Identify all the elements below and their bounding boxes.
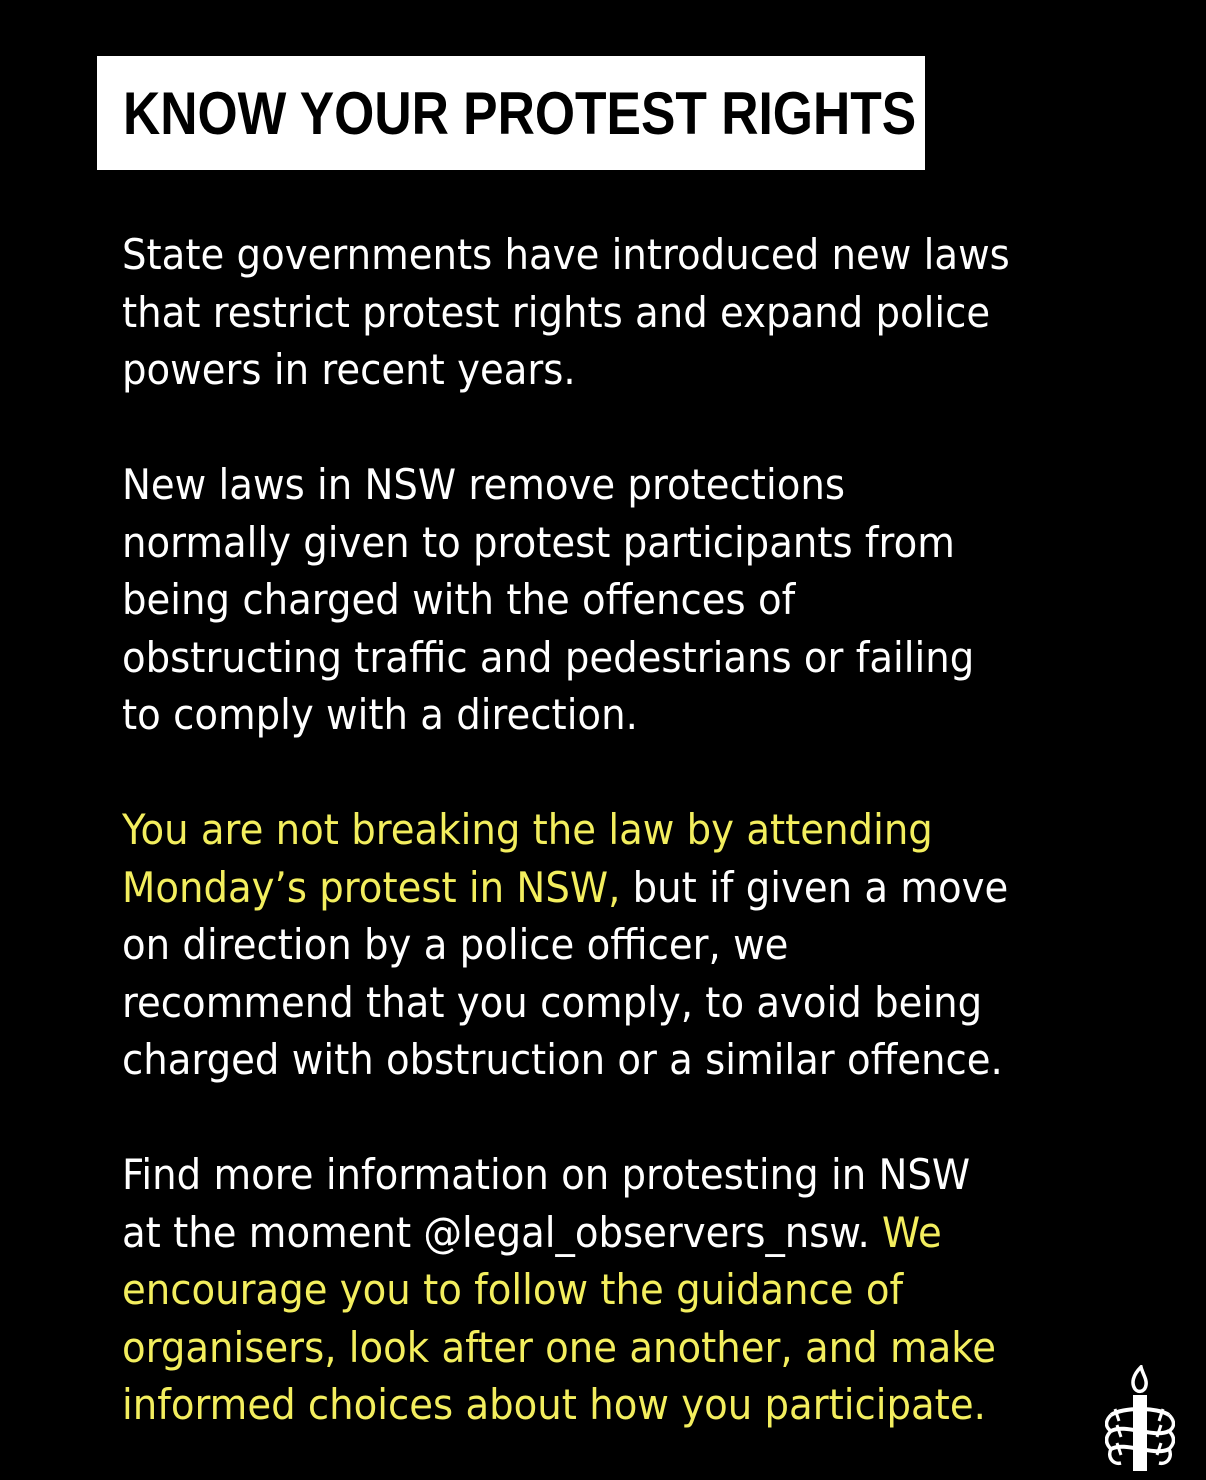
candle-barbed-wire-icon — [1105, 1365, 1175, 1477]
highlighted-text: encourage you to follow the guidance of — [122, 1265, 904, 1314]
paragraph-2 — [122, 456, 1122, 744]
text-line — [122, 859, 1042, 917]
body-text-segment: Find more information on protesting in NSW — [122, 1150, 971, 1199]
title-banner — [97, 56, 925, 170]
body-text-segment: normally given to protest participants from — [122, 517, 955, 567]
text-line — [122, 456, 1042, 514]
body-text-segment: obstructing traffic and pedestrians or failing — [122, 632, 975, 682]
text-line — [122, 801, 1042, 859]
body-text-segment: but if given a move — [620, 862, 1009, 912]
body-text-segment: on direction by a police officer, we — [122, 920, 789, 969]
text-line — [122, 226, 1042, 284]
body-text-segment: State governments have introduced new laws — [122, 230, 1010, 279]
text-line — [122, 916, 1042, 974]
body-text-segment: being charged with the offences of — [122, 575, 796, 624]
highlighted-text: informed choices about how you participate. — [122, 1380, 986, 1429]
text-line — [122, 284, 1042, 342]
highlighted-text: We — [869, 1207, 942, 1257]
highlighted-text: You are not breaking the law by attending — [122, 805, 933, 854]
paragraph-3 — [122, 801, 1122, 1089]
text-line — [122, 514, 1042, 572]
text-line — [122, 1261, 1042, 1319]
text-line — [122, 974, 1042, 1032]
text-line — [122, 1319, 1042, 1377]
text-line — [122, 1031, 1042, 1089]
body-text-segment: recommend that you comply, to avoid being — [122, 977, 983, 1027]
text-line — [122, 571, 1042, 629]
text-line — [122, 1204, 1042, 1262]
body-text-segment: to comply with a direction. — [122, 690, 638, 739]
page-title: KNOW YOUR PROTEST RIGHTS — [123, 79, 917, 147]
text-line — [122, 629, 1042, 687]
highlighted-text: organisers, look after one another, and make — [122, 1322, 997, 1372]
text-line — [122, 1376, 1042, 1434]
body-text-segment: charged with obstruction or a similar offence. — [122, 1035, 1003, 1084]
text-line — [122, 1146, 1042, 1204]
body-text-segment: New laws in NSW remove protections — [122, 460, 845, 509]
text-line — [122, 341, 1042, 399]
body-text-segment: powers in recent years. — [122, 345, 576, 394]
body-text-segment: at the moment @legal_observers_nsw. — [122, 1207, 870, 1257]
highlighted-text: Monday’s protest in NSW, — [122, 862, 621, 912]
paragraph-4 — [122, 1146, 1122, 1434]
paragraph-1 — [122, 226, 1122, 399]
text-line — [122, 686, 1042, 744]
body-text — [122, 226, 1122, 1434]
body-text-segment: that restrict protest rights and expand police — [122, 287, 991, 337]
